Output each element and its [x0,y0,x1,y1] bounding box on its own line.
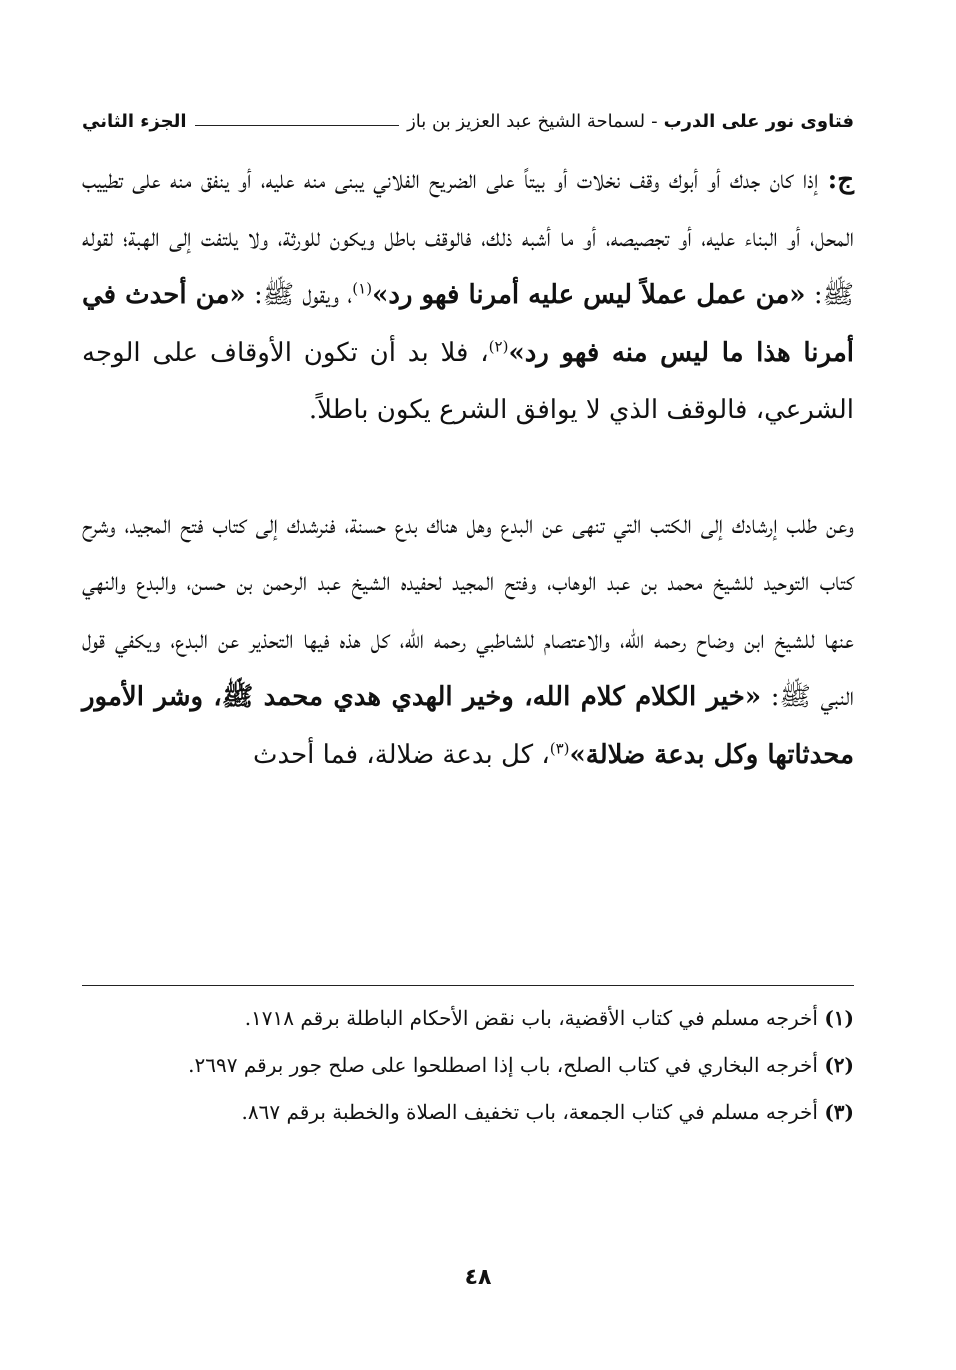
header-separator: - [651,111,658,132]
footnote-ref-3: (٣) [549,738,570,757]
books-text-1: وعن طلب إرشادك إلى الكتب التي تنهى عن البدع وهل هناك بدع حسنة، فنرشدك إلى كتاب فتح المجيد، وشرح كتاب التوحيد للشيخ محمد بن عبد الوهاب، وفتح المجيد لحفيده الشيخ عبد الرحمن بن حسن، والبدع والنهي عنها للشيخ ابن وضاح رحمه الله، والاعتصام للشاطبي رحمه الله، كل هذه فيها التحذير عن البدع، ويكفي قول النبي ﷺ: [82,509,855,712]
footnote-item [82,995,854,1042]
answer-text-1: إذا كان جدك أو أبوك وقف نخلات أو بيتاً على الضريح الفلاني يبنى منه عليه، أو ينفق منه على تطييب المحل، أو البناء عليه، أو تجصيصه، أو ما أشبه ذلك، فالوقف باطل ويكون للورثة، ولا يلتفت إلى الهبة؛ لقوله ﷺ: [82,165,855,310]
footnote-text: أخرجه مسلم في كتاب الجمعة، باب تخفيف الصلاة والخطبة برقم ٨٦٧. [241,1100,818,1124]
answer-text-3: ، فلا بد أن تكون الأوقاف على الوجه الشرعي، فالوقف الذي لا يوافق الشرع يكون باطلاً. [82,337,854,425]
footnote-item [82,1089,854,1136]
answer-marker: ج: [827,165,854,195]
footnote-number: (٢) [824,1053,854,1077]
hadith-quote-2: «من أحدث في أمرنا هذا ما ليس منه فهو رد» [82,280,854,368]
book-title: فتاوى نور على الدرب [663,111,854,132]
answer-paragraph [82,152,854,440]
volume-part: الجزء الثاني [82,111,187,132]
footnote-text: أخرجه البخاري في كتاب الصلح، باب إذا اصطلحوا على صلح جور برقم ٢٦٩٧. [188,1053,818,1077]
hadith-quote-1: «من عمل عملاً ليس عليه أمرنا فهو رد» [372,280,806,310]
books-text-2: ، كل بدعة ضلالة، فما أحدث [252,739,550,770]
answer-text-2: ، ويقول ﷺ: [253,280,353,310]
footnotes [82,995,854,1136]
footnote-number: (١) [824,1006,854,1030]
footnote-ref-2: (٢) [488,336,509,355]
author-name: لسماحة الشيخ عبد العزيز بن باز [407,111,646,132]
main-text [82,152,854,784]
footnote-divider [82,985,854,986]
footnote-number: (٣) [824,1100,854,1124]
books-paragraph [82,497,854,785]
footnote-item [82,1042,854,1089]
hadith-quote-3: «خير الكلام كلام الله، وخير الهدي هدي محمد ﷺ، وشر الأمور محدثاتها وكل بدعة ضلالة» [82,682,854,770]
header-rule [195,125,400,126]
running-header [82,98,854,132]
page-number: ٤٨ [464,1265,492,1290]
footnote-text: أخرجه مسلم في كتاب الأقضية، باب نقض الأحكام الباطلة برقم ١٧١٨. [244,1006,818,1030]
footnote-ref-1: (١) [352,279,373,298]
